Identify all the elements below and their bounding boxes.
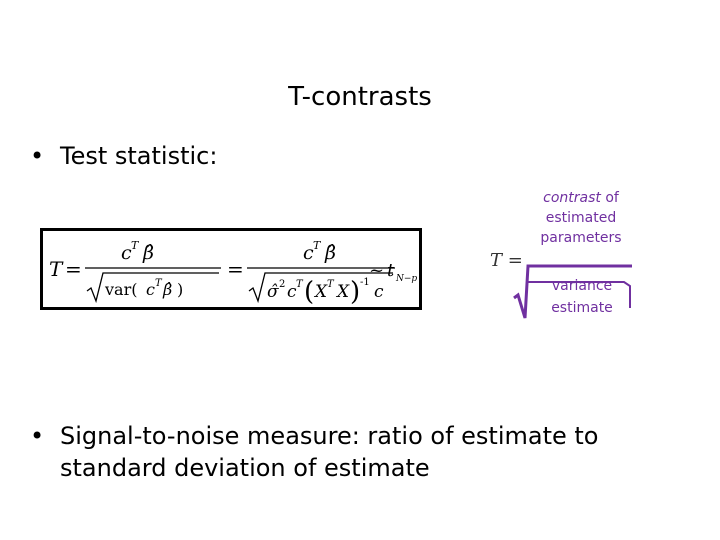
bullet-text: Signal-to-noise measure: ratio of estimate to standard deviation of estimate <box>60 422 599 482</box>
formula-inverse: -1 <box>360 277 370 288</box>
formula-sigma-sq: 2 <box>279 279 286 290</box>
formula-num2-c: c <box>303 242 314 264</box>
formula-num2-sup: T <box>313 239 321 252</box>
formula-paren-close: ) <box>350 277 361 307</box>
formula-den2-c-end: c <box>374 282 384 302</box>
formula-X-1: X <box>315 282 328 302</box>
annotation-numerator-emphasis: contrast <box>543 190 601 206</box>
formula-den2-c: c <box>287 282 297 302</box>
formula-dof: N−p <box>396 274 418 284</box>
bullet-text: Test statistic: <box>60 142 218 170</box>
slide-title: T-contrasts <box>288 82 432 112</box>
formula-den1-close: ) <box>177 280 184 299</box>
bullet-marker: • <box>30 422 45 450</box>
formula-num1-c: c <box>121 242 132 264</box>
formula-num1-beta: β̂ <box>143 242 154 264</box>
formula-lhs: T <box>49 257 63 281</box>
formula-eq-1: = <box>65 257 82 281</box>
formula-t: t <box>387 260 395 281</box>
formula-sigma: σ̂ <box>267 282 279 302</box>
formula-X-2: X <box>337 282 350 302</box>
formula-X-sup: T <box>327 279 334 290</box>
annotation-eq: = <box>507 250 523 271</box>
bullet-marker: • <box>30 142 45 170</box>
formula-num2-beta: β̂ <box>325 242 336 264</box>
bullet-test-statistic <box>30 140 217 172</box>
annotation-numerator-rest: of estimated parameters <box>540 190 622 246</box>
formula-tilde: ~ <box>369 260 385 281</box>
annotation-numerator <box>526 188 636 248</box>
t-statistic-formula <box>43 231 421 309</box>
bullet-signal-to-noise <box>30 420 690 484</box>
formula-eq-2: = <box>227 257 244 281</box>
annotation-t: T <box>490 250 503 271</box>
formula-box <box>40 228 422 310</box>
annotation-denominator: variance estimate <box>551 278 613 316</box>
formula-num1-sup: T <box>131 239 139 252</box>
formula-den1-c: c <box>146 280 155 299</box>
formula-den2-sup: T <box>296 279 303 290</box>
formula-var: var( <box>105 280 138 299</box>
formula-paren-open: ( <box>304 277 315 307</box>
formula-den1-beta: β̂ <box>163 280 173 299</box>
formula-den1-sup: T <box>155 278 162 289</box>
